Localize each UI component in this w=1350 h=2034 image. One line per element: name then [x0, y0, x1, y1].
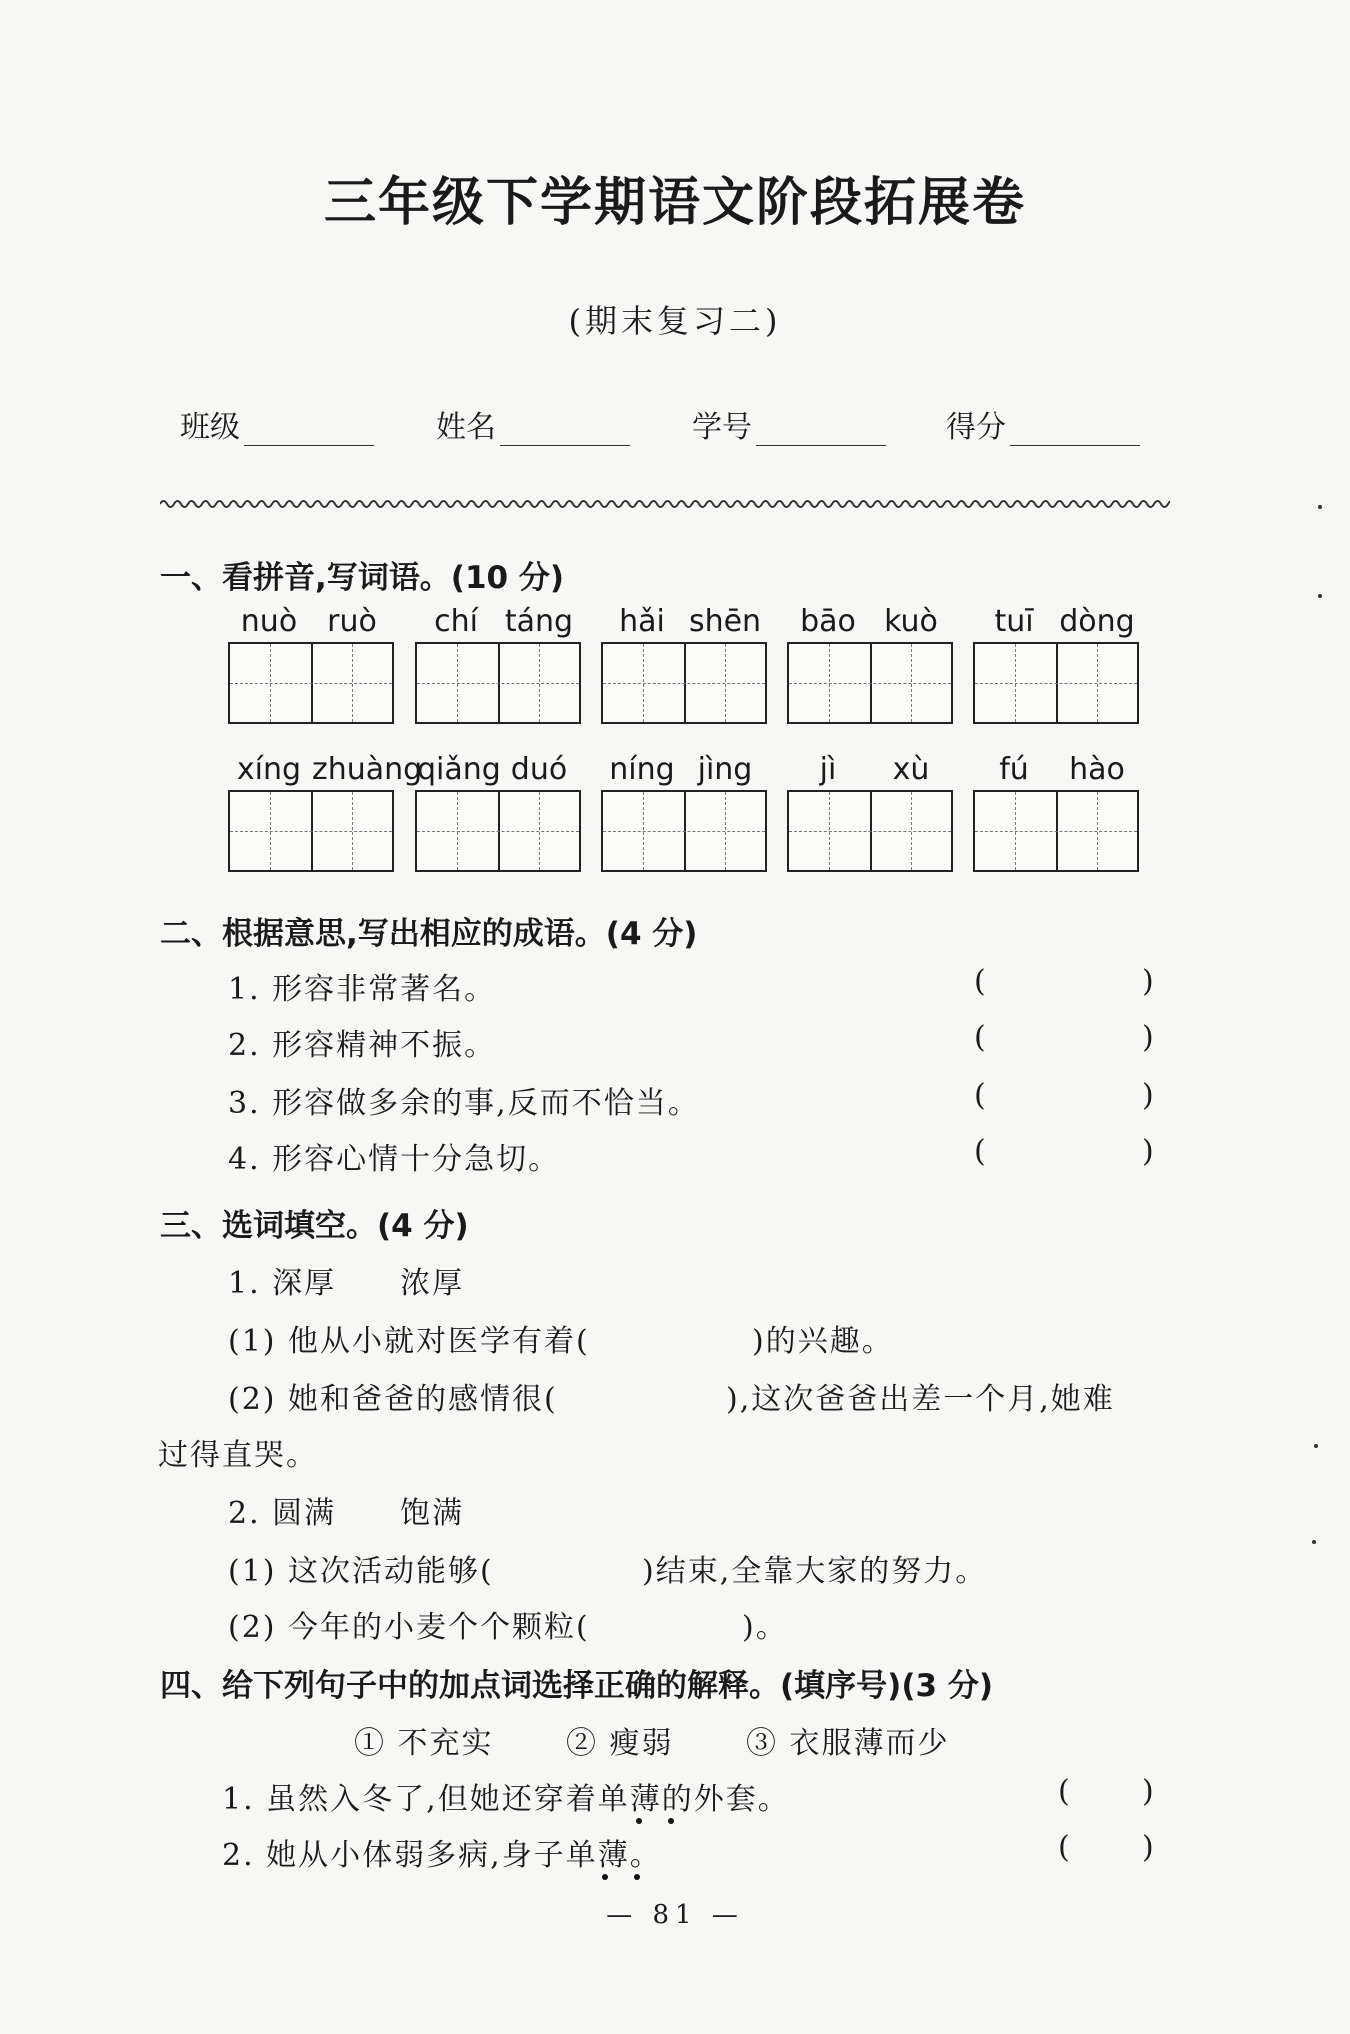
g1-q1-prefix: (1) 他从小就对医学有着(: [228, 1324, 590, 1359]
writing-grid[interactable]: [973, 790, 1139, 872]
pinyin-syllable: hào: [1069, 752, 1125, 787]
option-3: ③ 衣服薄而少: [746, 1726, 950, 1761]
answer-paren-open[interactable]: (: [974, 1134, 986, 1169]
idiom-question: 1. 形容非常著名。: [228, 972, 497, 1007]
g2-q2-suffix: )。: [742, 1610, 788, 1645]
answer-paren-close: ): [1142, 1020, 1154, 1055]
answer-paren-close: ): [1142, 1134, 1154, 1169]
margin-mark: [1318, 505, 1322, 509]
writing-grid[interactable]: [787, 642, 953, 724]
idiom-question: 3. 形容做多余的事,反而不恰当。: [228, 1086, 700, 1121]
emphasis-dot: [634, 1874, 640, 1880]
class-blank[interactable]: [244, 411, 374, 446]
wavy-divider: [160, 494, 1170, 514]
pinyin-syllable: táng: [504, 604, 574, 639]
g1-q2-continued: 过得直哭。: [158, 1438, 318, 1473]
pinyin-syllable: ruò: [327, 604, 377, 639]
word-choice-group-2: 2. 圆满 饱满: [228, 1496, 465, 1531]
s4-q1-paren-close: ): [1142, 1774, 1154, 1809]
name-label: 姓名: [436, 410, 496, 445]
section2-heading: 二、根据意思,写出相应的成语。(4 分): [160, 916, 698, 952]
pinyin-syllable: chí: [434, 604, 478, 639]
section1-heading: 一、看拼音,写词语。(10 分): [160, 560, 565, 596]
writing-grid[interactable]: [415, 790, 581, 872]
g2-q1-prefix: (1) 这次活动能够(: [228, 1554, 494, 1589]
answer-paren-open[interactable]: (: [974, 1078, 986, 1113]
g1-q1-suffix: )的兴趣。: [752, 1324, 894, 1359]
option-1: ① 不充实: [354, 1726, 494, 1761]
score-field[interactable]: [946, 402, 1140, 446]
pinyin-syllable: fú: [999, 752, 1029, 787]
page-title: 三年级下学期语文阶段拓展卷: [323, 173, 1026, 233]
id-blank[interactable]: [756, 411, 886, 446]
s4-q2-paren-close: ): [1142, 1830, 1154, 1865]
pinyin-syllable: dòng: [1059, 604, 1135, 639]
id-label: 学号: [692, 410, 752, 445]
writing-grid[interactable]: [973, 642, 1139, 724]
section3-heading: 三、选词填空。(4 分): [160, 1208, 469, 1244]
page-subtitle: (期末复习二): [568, 302, 782, 340]
margin-mark: [1318, 594, 1322, 598]
pinyin-syllable: bāo: [800, 604, 856, 639]
g2-q1-suffix: )结束,全靠大家的努力。: [642, 1554, 988, 1589]
emphasis-dot: [602, 1874, 608, 1880]
score-label: 得分: [946, 410, 1006, 445]
class-field[interactable]: [180, 402, 374, 446]
pinyin-syllable: jìng: [697, 752, 753, 787]
pinyin-syllable: duó: [510, 752, 568, 787]
class-label: 班级: [180, 410, 240, 445]
answer-paren-open[interactable]: (: [974, 964, 986, 999]
margin-mark: [1314, 1444, 1318, 1448]
margin-mark: [1312, 1540, 1316, 1544]
name-field[interactable]: [436, 402, 630, 446]
pinyin-syllable: kuò: [884, 604, 938, 639]
answer-paren-open[interactable]: (: [974, 1020, 986, 1055]
s4-question-1: 1. 虽然入冬了,但她还穿着单薄的外套。: [222, 1782, 790, 1817]
student-info-row: [180, 402, 1180, 452]
page-number: — 81 —: [606, 1900, 744, 1930]
emphasis-dot: [636, 1818, 642, 1824]
s4-q2-paren-open[interactable]: (: [1058, 1830, 1070, 1865]
section4-heading: 四、给下列句子中的加点词选择正确的解释。(填序号)(3 分): [160, 1668, 994, 1704]
writing-grid[interactable]: [601, 790, 767, 872]
name-blank[interactable]: [500, 411, 630, 446]
score-blank[interactable]: [1010, 411, 1140, 446]
writing-grid[interactable]: [415, 642, 581, 724]
pinyin-syllable: níng: [609, 752, 675, 787]
writing-grid[interactable]: [601, 642, 767, 724]
pinyin-syllable: qiǎng: [417, 752, 501, 787]
pinyin-syllable: nuò: [240, 604, 298, 639]
pinyin-syllable: zhuàng: [312, 752, 423, 787]
answer-paren-close: ): [1142, 1078, 1154, 1113]
id-field[interactable]: [692, 402, 886, 446]
answer-paren-close: ): [1142, 964, 1154, 999]
pinyin-syllable: jì: [819, 752, 837, 787]
option-2: ② 瘦弱: [566, 1726, 674, 1761]
emphasis-dot: [668, 1818, 674, 1824]
s4-question-2: 2. 她从小体弱多病,身子单薄。: [222, 1838, 662, 1873]
pinyin-syllable: xíng: [236, 752, 302, 787]
writing-grid[interactable]: [228, 642, 394, 724]
s4-q1-paren-open[interactable]: (: [1058, 1774, 1070, 1809]
pinyin-syllable: shēn: [688, 604, 762, 639]
word-choice-group-1: 1. 深厚 浓厚: [228, 1266, 465, 1301]
idiom-question: 2. 形容精神不振。: [228, 1028, 497, 1063]
writing-grid[interactable]: [228, 790, 394, 872]
pinyin-syllable: hǎi: [619, 604, 665, 639]
pinyin-syllable: tuī: [994, 604, 1034, 639]
g1-q2-prefix: (2) 她和爸爸的感情很(: [228, 1382, 558, 1417]
pinyin-syllable: xù: [892, 752, 930, 787]
writing-grid[interactable]: [787, 790, 953, 872]
idiom-question: 4. 形容心情十分急切。: [228, 1142, 561, 1177]
g2-q2-prefix: (2) 今年的小麦个个颗粒(: [228, 1610, 590, 1645]
g1-q2-suffix: ),这次爸爸出差一个月,她难: [726, 1382, 1115, 1417]
